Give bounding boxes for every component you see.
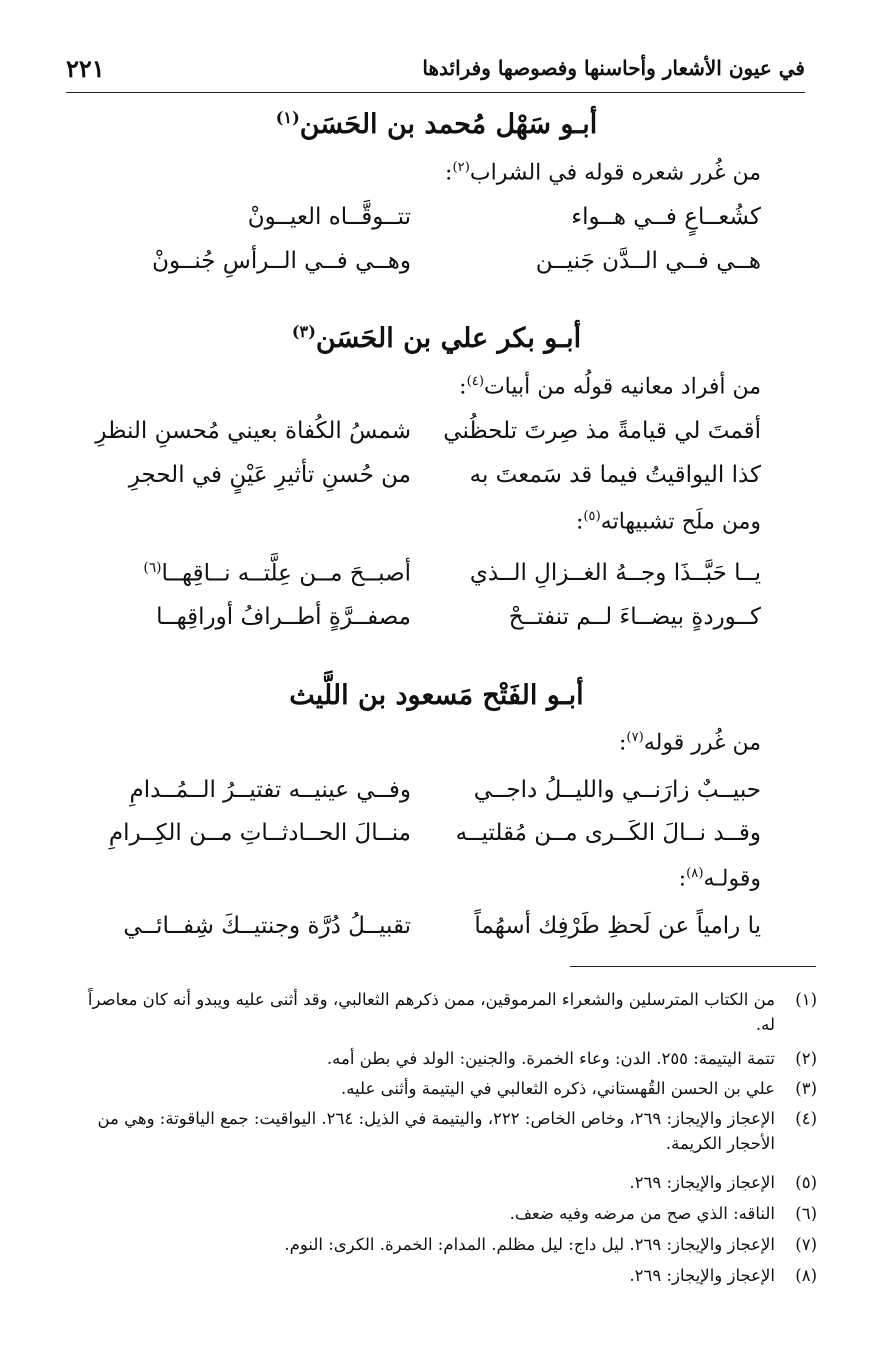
verse-hemistich: تقبيــلُ دُرَّة وجنتيــكَ شِفــائــي xyxy=(123,913,411,939)
footnote xyxy=(68,1046,817,1071)
verse-hemistich: شمسُ الكُفاة بعيني مُحسنِ النظرِ xyxy=(95,418,411,444)
page-header xyxy=(66,52,805,93)
footnote-number: (٦) xyxy=(795,1204,817,1223)
footnote-number: (٧) xyxy=(795,1235,817,1254)
verse-hemistich: وفــي عينيــه تفتيــرُ الــمُــدامِ xyxy=(129,777,411,803)
footnote-text: الناقه: الذي صح من مرضه وفيه ضعف. xyxy=(509,1204,775,1223)
verse-hemistich: تتــوقَّــاه العيــونْ xyxy=(247,204,411,230)
verse-hemistich: وقــد نــالَ الكَــرى مــن مُقلتيــه xyxy=(455,820,761,846)
footnote-number: (٢) xyxy=(795,1049,817,1068)
footnote-number: (٣) xyxy=(795,1079,817,1098)
footnote-text: الإعجاز والإيجاز: ٢٦٩. xyxy=(629,1266,775,1285)
section-intro: من غُرر شعره قوله في الشراب$^{(٢)}$: xyxy=(445,160,761,186)
footnote-number: (١) xyxy=(795,990,817,1009)
verse-hemistich: يا رامياً عن لَحظِ طَرْفِك أسهُماً xyxy=(474,913,761,939)
footnote xyxy=(68,987,817,1037)
footnote-ref[interactable]: (٧) xyxy=(626,730,644,745)
footnote xyxy=(68,1263,817,1288)
section-title: أبـو بكر علي بن الحَسَن$^{(٣)}$ xyxy=(291,322,582,354)
footnote xyxy=(68,1106,817,1156)
footnote-text: الإعجاز والإيجاز: ٢٦٩، وخاص الخاص: ٢٢٢، واليتيمة في الذيل: ٢٦٤. اليواقيت: جمع الياقوتة: وهي من الأحجار الكريمة. xyxy=(97,1109,775,1153)
verse-hemistich: أصبــحَ مــن عِلَّتــه نــاقِهــا$^{(٦)}$ xyxy=(143,560,411,587)
footnote-number: (٨) xyxy=(795,1266,817,1285)
footnote xyxy=(68,1201,817,1226)
footnote-ref[interactable]: (٦) xyxy=(143,560,162,576)
section-intro: من غُرر قوله$^{(٧)}$: xyxy=(619,730,761,756)
verse-hemistich: وهــي فــي الــرأسِ جُنــونْ xyxy=(152,248,411,274)
verse-hemistich: أقمتَ لي قيامةً مذ صِرتَ تلحظُني xyxy=(443,418,761,444)
footnote-ref[interactable]: (٨) xyxy=(686,866,704,881)
verse-hemistich: يــا حَبَّــذَا وجــهُ الغــزالِ الــذي xyxy=(469,560,761,586)
verse-hemistich: من حُسنِ تأثيرِ عَيْنٍ في الحجرِ xyxy=(128,462,411,488)
footnote-text: الإعجاز والإيجاز: ٢٦٩. xyxy=(629,1173,775,1192)
footnote-text: علي بن الحسن القُهستاني، ذكره الثعالبي في اليتيمة وأثنى عليه. xyxy=(340,1079,775,1098)
footnote-separator xyxy=(570,966,816,967)
section-intro: من أفراد معانيه قولُه من أبيات$^{(٤)}$: xyxy=(459,374,761,400)
footnote xyxy=(68,1170,817,1195)
verse-hemistich: كــوردةٍ بيضــاءَ لــم تنفتــحْ xyxy=(508,604,761,630)
footnote xyxy=(68,1232,817,1257)
verse-hemistich: هــي فــي الــدَّن جَنيــن xyxy=(535,248,761,274)
footnote-ref[interactable]: (٤) xyxy=(466,374,484,389)
footnote-text: من الكتاب المترسلين والشعراء المرموقين، ممن ذكرهم الثعالبي، وقد أثنى عليه ويبدو أنه كان معاصراً له. xyxy=(87,990,775,1034)
running-title: في عيون الأشعار وأحاسنها وفصوصها وفرائدها xyxy=(422,56,805,80)
footnote-ref[interactable]: (٣) xyxy=(291,322,316,341)
verse-hemistich: منــالَ الحــادثــاتِ مــن الكِــرامِ xyxy=(108,820,411,846)
verse-hemistich: مصفــرَّةٍ أطــرافُ أوراقِهــا xyxy=(156,604,411,630)
verse-hemistich: كذا اليواقيتُ فيما قد سَمعتَ به xyxy=(469,462,761,488)
section-intro: وقولـه$^{(٨)}$: xyxy=(678,866,761,892)
footnote-number: (٤) xyxy=(795,1109,817,1128)
section-title: أبـو سَهْل مُحمد بن الحَسَن$^{(١)}$ xyxy=(275,108,598,140)
footnote-text: الإعجاز والإيجاز: ٢٦٩. ليل داج: ليل مظلم. المدام: الخمرة. الكرى: النوم. xyxy=(284,1235,775,1254)
verse-hemistich: حبيــبٌ زارَنــي والليــلُ داجــي xyxy=(473,777,761,803)
footnote xyxy=(68,1076,817,1101)
footnote-ref[interactable]: (١) xyxy=(275,108,300,127)
section-intro: ومن ملَح تشبيهاته$^{(٥)}$: xyxy=(575,509,761,535)
page-number: ٢٢١ xyxy=(66,54,105,83)
section-title: أبـو الفَتْح مَسعود بن اللَّيث xyxy=(289,680,584,711)
footnote-ref[interactable]: (٢) xyxy=(452,160,470,175)
footnote-ref[interactable]: (٥) xyxy=(583,509,601,524)
footnote-number: (٥) xyxy=(795,1173,817,1192)
verse-hemistich: كشُعــاعٍ فــي هــواء xyxy=(571,204,761,230)
footnote-text: تتمة اليتيمة: ٢٥٥. الدن: وعاء الخمرة. والجنين: الولد في بطن أمه. xyxy=(326,1049,775,1068)
